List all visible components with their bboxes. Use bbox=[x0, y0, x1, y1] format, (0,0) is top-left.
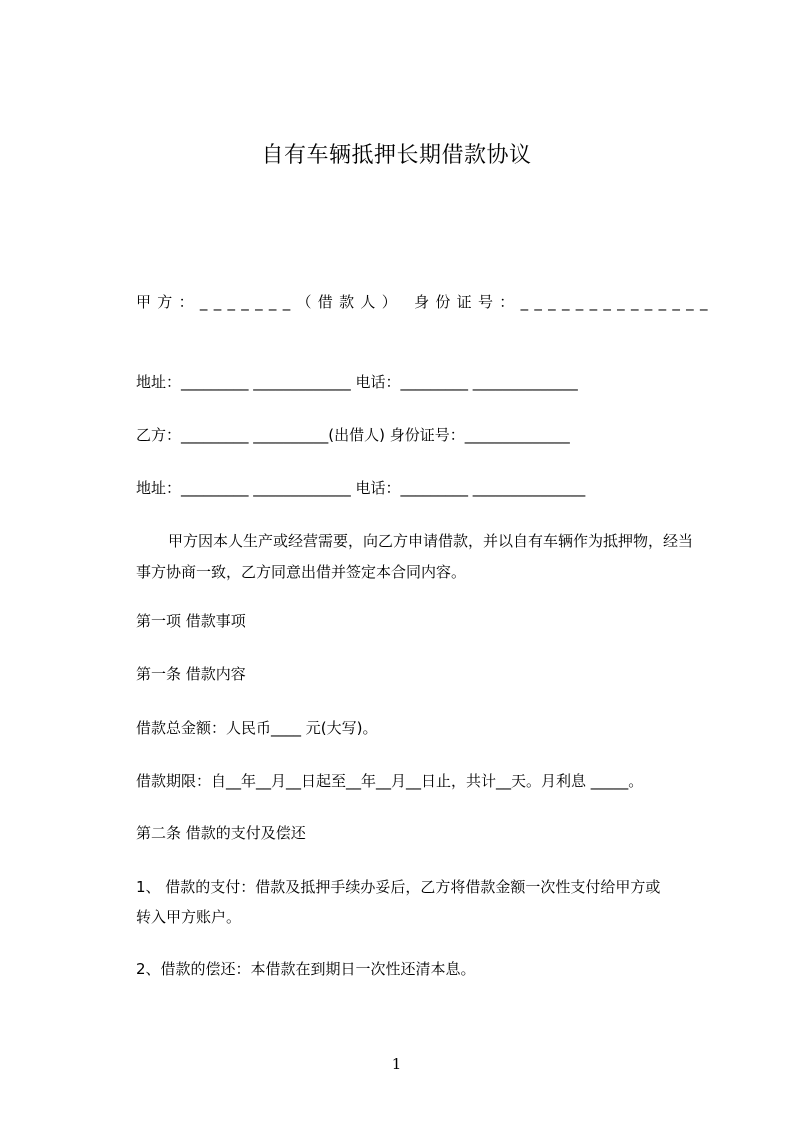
article-2-heading: 第二条 借款的支付及偿还 bbox=[136, 824, 306, 842]
party-b-address-line: 地址：_________ _____________ 电话：_________ _______________ bbox=[136, 479, 586, 497]
repayment-clause-line: 2、借款的偿还：本借款在到期日一次性还清本息。 bbox=[136, 960, 476, 978]
payment-clause-line-1: 1、 借款的支付：借款及抵押手续办妥后，乙方将借款金额一次性支付给甲方或 bbox=[136, 878, 661, 896]
document-title: 自有车辆抵押长期借款协议 bbox=[261, 143, 532, 168]
loan-term-line: 借款期限：自__年__月__日起至__年__月__日止，共计__天。月利息 _____。 bbox=[136, 772, 644, 790]
loan-amount-line: 借款总金额：人民币____ 元(大写)。 bbox=[136, 719, 378, 737]
party-b-line: 乙方：_________ __________(出借人) 身份证号：______________ bbox=[136, 426, 570, 444]
payment-clause-line-2: 转入甲方账户。 bbox=[136, 908, 242, 926]
section-heading: 第一项 借款事项 bbox=[136, 612, 246, 630]
page-number: 1 bbox=[391, 1055, 402, 1073]
party-a-line: 甲方：_______（借款人） 身份证号：______________ bbox=[136, 293, 714, 311]
intro-paragraph-line-2: 事方协商一致，乙方同意出借并签定本合同内容。 bbox=[136, 563, 467, 581]
intro-paragraph-line-1: 甲方因本人生产或经营需要，向乙方申请借款，并以自有车辆作为抵押物，经当 bbox=[168, 532, 694, 550]
party-a-address-line: 地址：_________ _____________ 电话：_________ ______________ bbox=[136, 373, 578, 391]
article-1-heading: 第一条 借款内容 bbox=[136, 665, 246, 683]
